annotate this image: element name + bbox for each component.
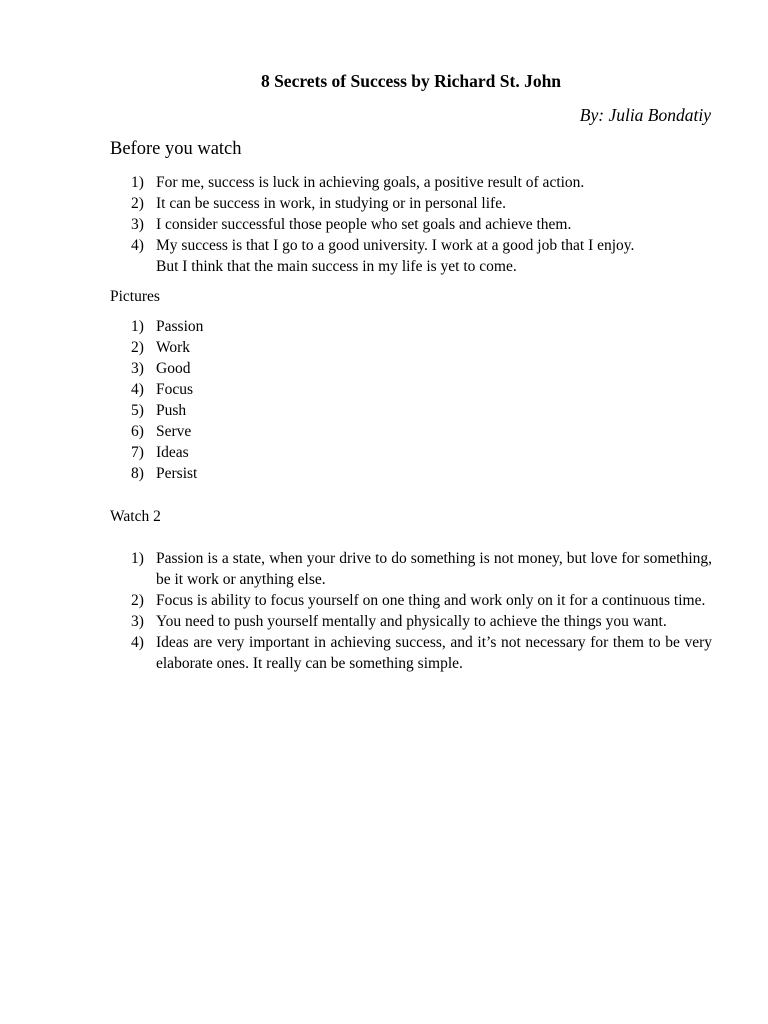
list-item <box>131 172 641 193</box>
item-number: 1) <box>131 318 144 335</box>
item-text: Passion <box>156 318 204 335</box>
item-text: Push <box>156 402 187 419</box>
list-item <box>131 590 712 611</box>
item-text: I consider successful those people who set goals and achieve them. <box>156 216 572 233</box>
item-text: Ideas are very important in achieving success, and it’s not necessary for them to be very elaborate ones. It really can be something simple. <box>156 634 712 672</box>
item-text: Work <box>156 339 191 356</box>
list-item <box>131 421 431 442</box>
item-number: 2) <box>131 195 144 212</box>
item-number: 5) <box>131 402 144 419</box>
heading-watch-2: Watch 2 <box>110 508 161 525</box>
item-number: 4) <box>131 237 144 254</box>
item-number: 4) <box>131 634 144 651</box>
item-number: 1) <box>131 174 144 191</box>
document-title: 8 Secrets of Success by Richard St. John <box>260 71 562 91</box>
list-item <box>131 235 641 277</box>
item-text: It can be success in work, in studying or in personal life. <box>156 195 506 212</box>
list-item <box>131 632 712 674</box>
item-number: 4) <box>131 381 144 398</box>
pictures-list <box>131 316 431 484</box>
watch-2-list <box>131 548 712 674</box>
list-item <box>131 463 431 484</box>
list-item <box>131 358 431 379</box>
item-text: Focus <box>156 381 194 398</box>
list-item <box>131 442 431 463</box>
before-you-watch-list <box>131 172 641 277</box>
item-number: 2) <box>131 592 144 609</box>
list-item <box>131 193 641 214</box>
item-text: My success is that I go to a good university. I work at a good job that I enjoy. But I think that the main success in my life is yet to come. <box>156 237 635 275</box>
item-text: Passion is a state, when your drive to do something is not money, but love for something, be it work or anything else. <box>156 550 712 588</box>
item-text: Serve <box>156 423 192 440</box>
list-item <box>131 400 431 421</box>
list-item <box>131 316 431 337</box>
item-number: 3) <box>131 613 144 630</box>
list-item <box>131 548 712 590</box>
item-text: For me, success is luck in achieving goals, a positive result of action. <box>156 174 585 191</box>
item-text: Focus is ability to focus yourself on one thing and work only on it for a continuous time. <box>156 592 706 609</box>
item-number: 2) <box>131 339 144 356</box>
list-item <box>131 214 641 235</box>
item-number: 6) <box>131 423 144 440</box>
item-text: Good <box>156 360 191 377</box>
item-text: Persist <box>156 465 198 482</box>
heading-pictures: Pictures <box>110 288 160 305</box>
item-number: 1) <box>131 550 144 567</box>
item-number: 3) <box>131 216 144 233</box>
item-number: 7) <box>131 444 144 461</box>
item-text: You need to push yourself mentally and physically to achieve the things you want. <box>156 613 667 630</box>
list-item <box>131 379 431 400</box>
heading-before-you-watch: Before you watch <box>110 139 242 159</box>
list-item <box>131 611 712 632</box>
author-line: By: Julia Bondatiy <box>579 105 711 125</box>
item-number: 3) <box>131 360 144 377</box>
item-number: 8) <box>131 465 144 482</box>
list-item <box>131 337 431 358</box>
item-text: Ideas <box>156 444 189 461</box>
